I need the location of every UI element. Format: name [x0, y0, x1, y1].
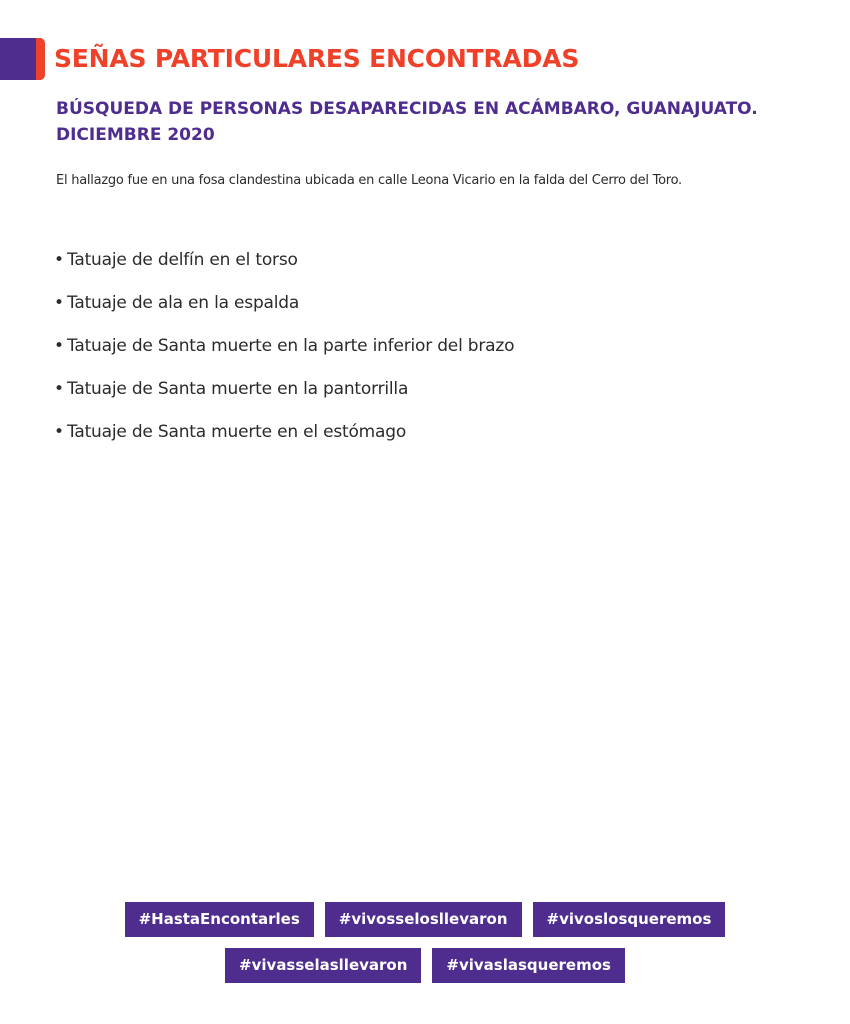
bullet-icon: •	[54, 250, 64, 270]
list-item	[54, 332, 514, 375]
title-accent-edge	[36, 38, 45, 80]
hashtag-row	[0, 902, 850, 937]
hashtag-row	[0, 948, 850, 983]
list-item	[54, 375, 514, 418]
list-item-text: Tatuaje de ala en la espalda	[67, 293, 300, 313]
bullet-icon: •	[54, 293, 64, 313]
hashtag-badge: #HastaEncontarles	[125, 902, 314, 937]
intro-paragraph: El hallazgo fue en una fosa clandestina ubicada en calle Leona Vicario en la falda del Cerro del Toro.	[56, 173, 682, 188]
bullet-icon: •	[54, 336, 64, 356]
list-item	[54, 418, 514, 461]
bullet-icon: •	[54, 422, 64, 442]
page-title: SEÑAS PARTICULARES ENCONTRADAS	[54, 44, 580, 73]
list-item-text: Tatuaje de Santa muerte en la parte inferior del brazo	[67, 336, 515, 356]
list-item-text: Tatuaje de delfín en el torso	[67, 250, 298, 270]
list-item	[54, 246, 514, 289]
list-item-text: Tatuaje de Santa muerte en el estómago	[67, 422, 407, 442]
features-list	[54, 246, 514, 461]
hashtag-badge: #vivosselosllevaron	[325, 902, 522, 937]
hashtag-badge: #vivaslasqueremos	[432, 948, 625, 983]
page-subtitle: BÚSQUEDA DE PERSONAS DESAPARECIDAS EN ACÁMBARO, GUANAJUATO. DICIEMBRE 2020	[56, 99, 758, 145]
title-accent-bar	[0, 38, 41, 80]
list-item	[54, 289, 514, 332]
hashtag-badge: #vivoslosqueremos	[533, 902, 726, 937]
bullet-icon: •	[54, 379, 64, 399]
list-item-text: Tatuaje de Santa muerte en la pantorrilla	[67, 379, 409, 399]
hashtag-badge: #vivasselasllevaron	[225, 948, 421, 983]
hashtag-block	[0, 902, 850, 994]
